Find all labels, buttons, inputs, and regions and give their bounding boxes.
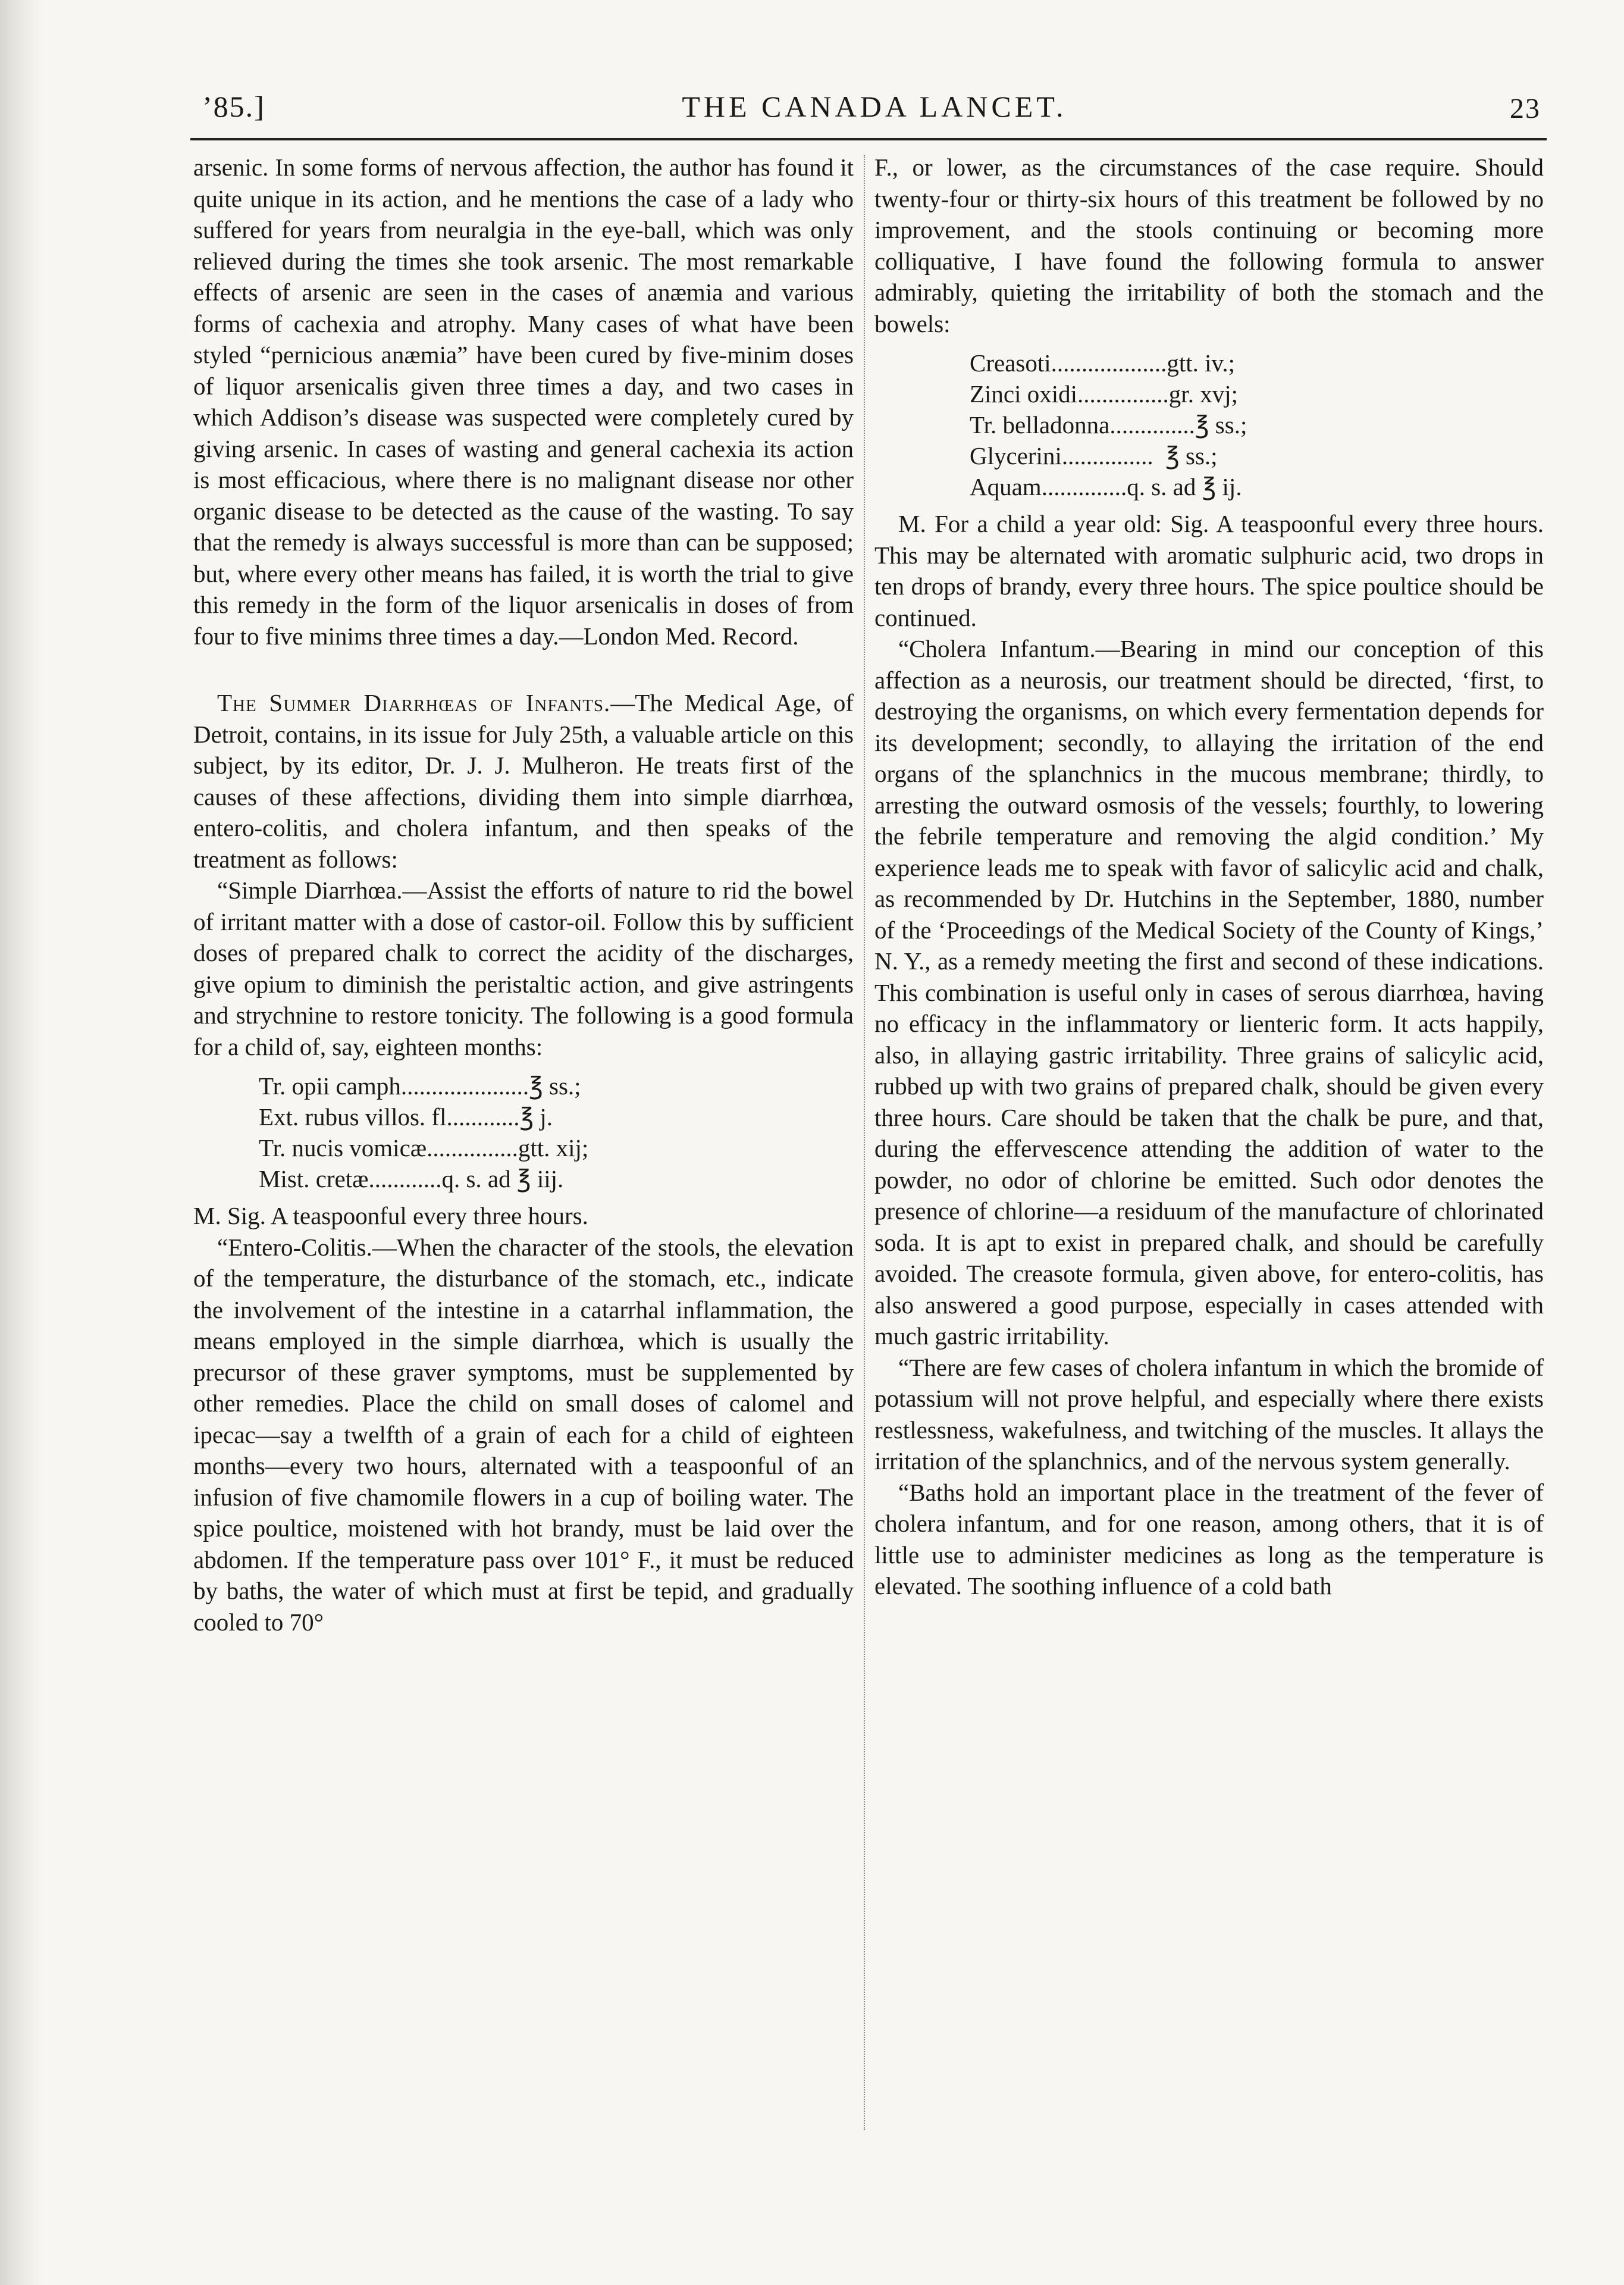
- journal-title: THE CANADA LANCET.: [682, 90, 1067, 123]
- header-date: ’85.]: [202, 90, 265, 123]
- column-divider: [864, 155, 865, 2130]
- prescription-line: Ext. rubus villos. fl............℥ j.: [259, 1103, 553, 1131]
- paragraph: “Baths hold an important place in the treatment of the fever of cholera infantum, and for one reason, among others, that it is of little use to administer medicines as long as the temperature is elevated. The soothing influence of a cold bath: [874, 1478, 1544, 1600]
- prescription-line: Tr. belladonna..............℥ ss.;: [970, 411, 1247, 439]
- paragraph: “There are few cases of cholera infantum in which the bromide of potassium will not prove helpful, and especially where there exists restlessness, wakefulness, and twitching of the muscles. It allays the irritation of the splanchnics, and of the nervous system generally.: [874, 1353, 1544, 1475]
- header-rule: [190, 138, 1547, 140]
- prescription-line: Zinci oxidi...............gr. xvj;: [970, 380, 1238, 408]
- prescription-line: Tr. nucis vomicæ...............gtt. xij;: [259, 1134, 589, 1162]
- prescription-line: Aquam..............q. s. ad ℥ ij.: [970, 473, 1242, 500]
- paragraph: M. Sig. A teaspoonful every three hours.: [193, 1202, 588, 1229]
- paragraph: [193, 687, 854, 875]
- paragraph: M. For a child a year old: Sig. A teaspoonful every three hours. This may be alternated with aromatic sulphuric acid, two drops in ten drops of brandy, every three hours. The spice poultice should be continued.: [874, 510, 1544, 631]
- prescription-line: Glycerini............... ℥ ss.;: [970, 442, 1218, 469]
- prescription-line: Mist. cretæ............q. s. ad ℥ iij.: [259, 1165, 564, 1192]
- left-column: [193, 152, 854, 1638]
- running-header: [190, 83, 1559, 137]
- prescription-line: Creasoti...................gtt. iv.;: [970, 349, 1236, 377]
- page-edge: [0, 0, 42, 2285]
- prescription: [259, 1070, 854, 1194]
- prescription: [970, 348, 1544, 502]
- paragraph: arsenic. In some forms of nervous affection, the author has found it quite unique in its action, and he mentions the case of a lady who suffered for years from neuralgia in the eye-ball, which was only relieved during the times she took arsenic. The most remarkable effects of arsenic are seen in the cases of anæmia and various forms of cachexia and atrophy. Many cases of what have been styled “pernicious anæmia” have been cured by five-minim doses of liquor arsenicalis given three times a day, and two cases in which Addison’s disease was suspected were completely cured by giving arsenic. In cases of wasting and general cachexia its action is most efficacious, where there is no malignant disease nor other organic disease to be detected as the cause of the wasting. To say that the remedy is always successful is more than can be supposed; but, where every other means has failed, it is worth the trial to give this remedy in the form of the liquor arsenicalis in doses of from four to five minims three times a day.—London Med. Record.: [193, 154, 854, 650]
- right-column: [874, 152, 1544, 1602]
- paragraph: “Cholera Infantum.—Bearing in mind our conception of this affection as a neurosis, our treatment should be directed, ‘first, to destroying the organisms, on which every fermentation depends for its development; secondly, to allaying the irritation of the end organs of the splanchnics in the mucous membrane; thirdly, to arresting the outward osmosis of the vessels; fourthly, to lowering the febrile temperature and removing the algid condition.’ My experience leads me to speak with favor of salicylic acid and chalk, as recommended by Dr. Hutchins in the September, 1880, number of the ‘Proceedings of the Medical Society of the County of Kings,’ N. Y., as a remedy meeting the first and second of these indications. This combination is useful only in cases of serous diarrhœa, having no efficacy in the inflammatory or lienteric form. It acts happily, also, in allaying gastric irritability. Three grains of salicylic acid, rubbed up with two grains of prepared chalk, should be given every three hours. Care should be taken that the chalk be pure, and that, during the effervescence attending the addition of water to the powder, no odor of chlorine be emitted. Such odor denotes the presence of chlorine—a residuum of the manufacture of chlorinated soda. It is apt to exist in prepared chalk, and should be carefully avoided. The creasote formula, given above, for entero-colitis, has also answered a good purpose, especially in cases attended with much gastric irritability.: [874, 635, 1544, 1350]
- paragraph: “Simple Diarrhœa.—Assist the efforts of nature to rid the bowel of irritant matter with a dose of castor-oil. Follow this by sufficient doses of prepared chalk to correct the acidity of the discharges, give opium to diminish the peristaltic action, and give astringents and strychnine to restore tonicity. The following is a good formula for a child of, say, eighteen months:: [193, 877, 854, 1060]
- section-heading: The Summer Diarrhœas of Infants.: [217, 689, 611, 716]
- paragraph-body: —The Medical Age, of Detroit, contains, in its issue for July 25th, a valuable article on this subject, by its editor, Dr. J. J. Mulheron. He treats first of the causes of these affections, dividing them into simple diarrhœa, entero-colitis, and cholera infantum, and then speaks of the treatment as follows:: [193, 689, 854, 873]
- paragraph: “Entero-Colitis.—When the character of the stools, the elevation of the temperature, the disturbance of the stomach, etc., indicate the involvement of the intestine in a catarrhal inflammation, the means employed in the simple diarrhœa, which is usually the precursor of these graver symptoms, must be supplemented by other remedies. Place the child on small doses of calomel and ipecac—say a twelfth of a grain of each for a child of eighteen months—every two hours, alternated with a teaspoonful of an infusion of five chamomile flowers in a cup of boiling water. The spice poultice, moistened with hot brandy, must be laid over the abdomen. If the temperature pass over 101° F., it must be reduced by baths, the water of which must at first be tepid, and gradually cooled to 70°: [193, 1233, 854, 1636]
- page-number: 23: [1510, 93, 1541, 124]
- prescription-line: Tr. opii camph.....................℥ ss.;: [259, 1072, 581, 1100]
- paragraph: F., or lower, as the circumstances of the case require. Should twenty-four or thirty-six hours of this treatment be followed by no improvement, and the stools continuing or becoming more colliquative, I have found the following formula to answer admirably, quieting the irritability of both the stomach and the bowels:: [874, 154, 1544, 337]
